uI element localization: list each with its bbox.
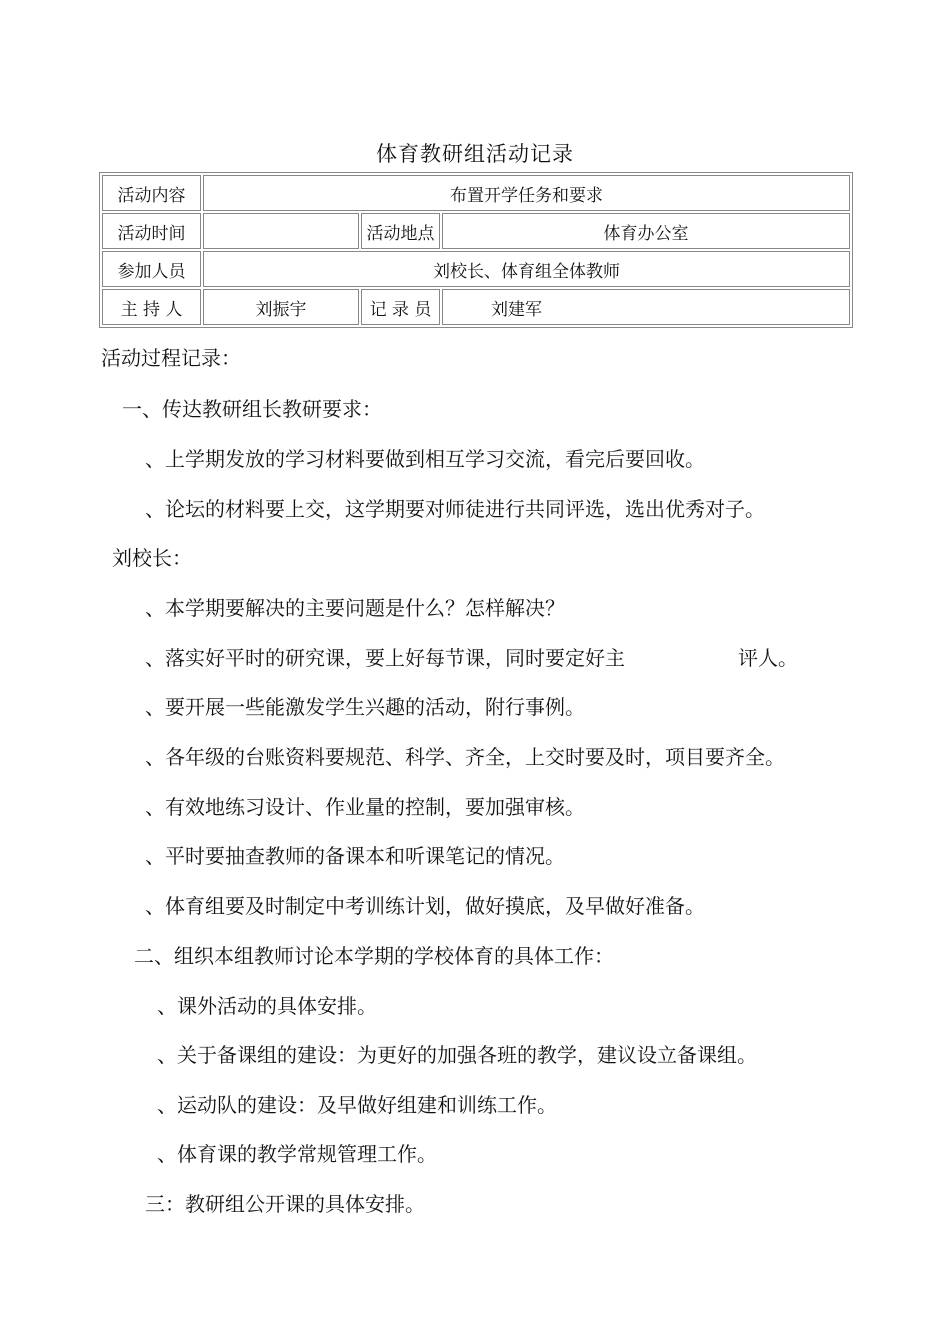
list-item: 、本学期要解决的主要问题是什么？怎样解决？ bbox=[145, 596, 565, 620]
table-row bbox=[102, 251, 850, 287]
list-item-continuation: 评人。 bbox=[738, 646, 798, 670]
recorder-value: 刘建军 bbox=[442, 289, 850, 325]
section-two-heading: 二、组织本组教师讨论本学期的学校体育的具体工作： bbox=[134, 944, 614, 968]
participants-value: 刘校长、体育组全体教师 bbox=[203, 251, 850, 287]
list-item: 、有效地练习设计、作业量的控制，要加强审核。 bbox=[145, 795, 585, 819]
list-item: 、各年级的台账资料要规范、科学、齐全，上交时要及时，项目要齐全。 bbox=[145, 745, 785, 769]
list-item: 、运动队的建设：及早做好组建和训练工作。 bbox=[157, 1093, 557, 1117]
list-item: 、平时要抽查教师的备课本和听课笔记的情况。 bbox=[145, 844, 565, 868]
time-value bbox=[203, 213, 359, 249]
host-value: 刘振宇 bbox=[203, 289, 359, 325]
recorder-label: 记 录 员 bbox=[361, 289, 440, 325]
list-item: 、体育组要及时制定中考训练计划，做好摸底，及早做好准备。 bbox=[145, 894, 705, 918]
table-row bbox=[102, 213, 850, 249]
content-label: 活动内容 bbox=[102, 175, 201, 211]
list-item: 、课外活动的具体安排。 bbox=[157, 994, 377, 1018]
list-item: 、落实好平时的研究课，要上好每节课，同时要定好主 bbox=[145, 646, 625, 670]
place-value: 体育办公室 bbox=[442, 213, 850, 249]
place-label: 活动地点 bbox=[361, 213, 440, 249]
time-label: 活动时间 bbox=[102, 213, 201, 249]
speaker-label: 刘校长： bbox=[112, 546, 192, 570]
document-title: 体育教研组活动记录 bbox=[376, 142, 574, 166]
table-row bbox=[102, 289, 850, 325]
process-heading: 活动过程记录： bbox=[101, 346, 241, 370]
list-item: 、体育课的教学常规管理工作。 bbox=[157, 1142, 437, 1166]
table-row bbox=[102, 175, 850, 211]
participants-label: 参加人员 bbox=[102, 251, 201, 287]
list-item: 、要开展一些能激发学生兴趣的活动，附行事例。 bbox=[145, 695, 585, 719]
activity-info-table bbox=[99, 172, 853, 328]
section-one-heading: 一、传达教研组长教研要求： bbox=[122, 397, 382, 421]
host-label: 主 持 人 bbox=[102, 289, 201, 325]
content-value: 布置开学任务和要求 bbox=[203, 175, 850, 211]
list-item: 、关于备课组的建设：为更好的加强各班的教学，建议设立备课组。 bbox=[157, 1043, 757, 1067]
list-item: 、上学期发放的学习材料要做到相互学习交流，看完后要回收。 bbox=[145, 447, 705, 471]
section-three-heading: 三：教研组公开课的具体安排。 bbox=[145, 1192, 425, 1216]
list-item: 、论坛的材料要上交，这学期要对师徒进行共同评选，选出优秀对子。 bbox=[145, 497, 765, 521]
